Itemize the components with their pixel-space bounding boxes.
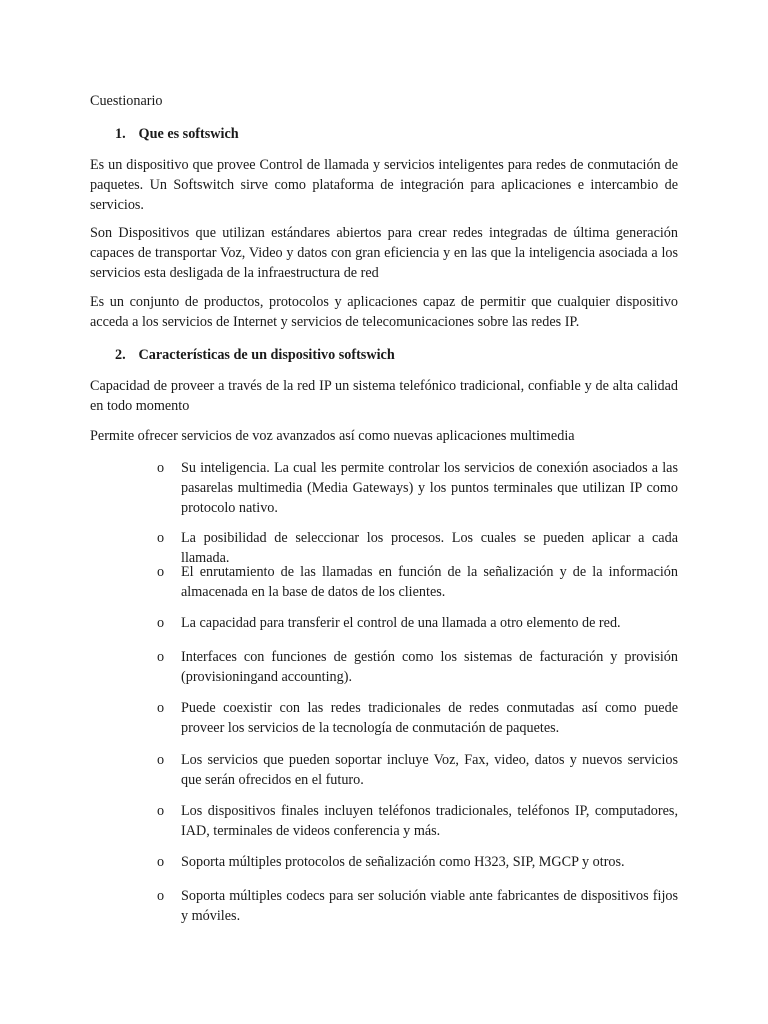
- bullet-marker: o: [157, 564, 165, 580]
- bullet-marker: o: [157, 530, 165, 546]
- bullet-marker: o: [157, 615, 165, 631]
- bullet-marker: o: [157, 649, 165, 665]
- list-item-text: La capacidad para transferir el control de una llamada a otro elemento de red.: [181, 615, 621, 631]
- bullet-marker: o: [157, 460, 165, 476]
- list-item-text: La posibilidad de seleccionar los procesos. Los cuales se pueden aplicar a cada llamada.: [181, 530, 678, 566]
- list-item-text: Soporta múltiples protocolos de señalización como H323, SIP, MGCP y otros.: [181, 854, 625, 870]
- paragraph-capacity: Capacidad de proveer a través de la red IP un sistema telefónico tradicional, confiable y de alta calidad en todo momento: [90, 378, 678, 414]
- list-item-text: Soporta múltiples codecs para ser solución viable ante fabricantes de dispositivos fijos y móviles.: [181, 888, 678, 924]
- section-heading-2: [115, 345, 395, 365]
- bullet-marker: o: [157, 752, 165, 768]
- bullet-marker: o: [157, 888, 165, 904]
- list-item-text: El enrutamiento de las llamadas en función de la señalización y de la información almacenada en la base de datos de los clientes.: [181, 564, 678, 600]
- paragraph-advanced-services: Permite ofrecer servicios de voz avanzados así como nuevas aplicaciones multimedia: [90, 428, 575, 444]
- paragraph-open-standards: Son Dispositivos que utilizan estándares abiertos para crear redes integradas de última generación capaces de transportar Voz, Video y datos con gran eficiencia y en las que la inteligencia asociada a los servicios esta desligada de la infraestructura de red: [90, 225, 678, 281]
- section-heading-1: [115, 124, 239, 144]
- list-item-text: Su inteligencia. La cual les permite controlar los servicios de conexión asociados a las pasarelas multimedia (Media Gateways) y los puntos terminales que utilizan IP como protocolo nativo.: [181, 460, 678, 516]
- list-item-text: Los dispositivos finales incluyen teléfonos tradicionales, teléfonos IP, computadores, IAD, terminales de videos conferencia y más.: [181, 803, 678, 839]
- bullet-marker: o: [157, 854, 165, 870]
- list-item-text: Interfaces con funciones de gestión como los sistemas de facturación y provisión (provisioningand accounting).: [181, 649, 678, 685]
- document-title: Cuestionario: [90, 93, 163, 109]
- paragraph-softswitch-definition: Es un dispositivo que provee Control de llamada y servicios inteligentes para redes de conmutación de paquetes. Un Softswitch sirve como plataforma de integración para aplicaciones e intercambio de servicios.: [90, 157, 678, 213]
- list-item-text: Puede coexistir con las redes tradicionales de redes conmutadas así como puede proveer los servicios de la tecnología de conmutación de paquetes.: [181, 700, 678, 736]
- bullet-marker: o: [157, 700, 165, 716]
- paragraph-products-protocols: Es un conjunto de productos, protocolos y aplicaciones capaz de permitir que cualquier dispositivo acceda a los servicios de Internet y servicios de telecomunicaciones sobre las redes IP.: [90, 294, 678, 330]
- section-title-1: Que es softswich: [138, 126, 239, 142]
- section-number-2: 2.: [115, 347, 126, 363]
- bullet-marker: o: [157, 803, 165, 819]
- section-title-2: Características de un dispositivo softswich: [138, 347, 395, 363]
- section-number-1: 1.: [115, 126, 126, 142]
- list-item-text: Los servicios que pueden soportar incluye Voz, Fax, video, datos y nuevos servicios que serán ofrecidos en el futuro.: [181, 752, 678, 788]
